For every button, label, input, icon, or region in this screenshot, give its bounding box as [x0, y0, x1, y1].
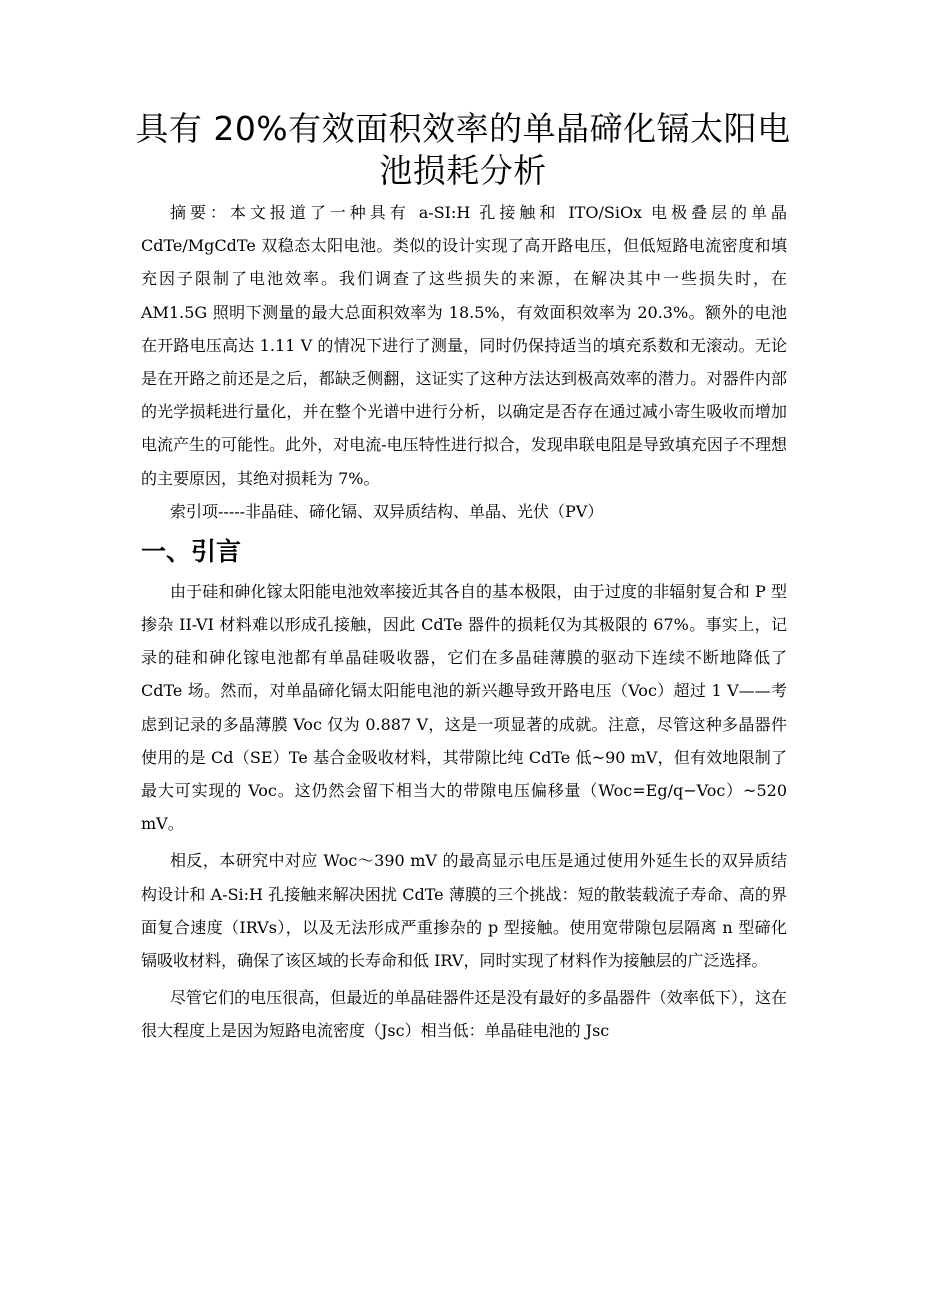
intro-paragraph-2: 相反，本研究中对应 Woc～390 mV 的最高显示电压是通过使用外延生长的双异质结构设计和 A-Si:H 孔接触来解决困扰 CdTe 薄膜的三个挑战：短的散装载流子寿命、高的界面复合速度（IRVs），以及无法形成严重掺杂的 p 型接触。使用宽带隙包层隔离 n 型碲化镉吸收材料，确保了该区域的长寿命和低 IRV，同时实现了材料作为接触层的广泛选择。 — [141, 851, 787, 971]
intro-paragraph-1: 由于硅和砷化镓太阳能电池效率接近其各自的基本极限，由于过度的非辐射复合和 P 型掺杂 II-VI 材料难以形成孔接触，因此 CdTe 器件的损耗仅为其极限的 67%。事实上，记录的硅和砷化镓电池都有单晶硅吸收器，它们在多晶硅薄膜的驱动下连续不断地降低了 CdTe 场。然而，对单晶碲化镉太阳能电池的新兴趣导致开路电压（Voc）超过 1 V——考虑到记录的多晶薄膜 Voc 仅为 0.887 V，这是一项显著的成就。注意，尽管这种多晶器件使用的是 Cd（SE）Te 基合金吸收材料，其带隙比纯 CdTe 低~90 mV，但有效地限制了最大可实现的 Voc。这仍然会留下相当大的带隙电压偏移量（Woc=Eg/q−Voc）~520 mV。 — [141, 581, 787, 834]
document-title: 具有 20%有效面积效率的单晶碲化镉太阳电池损耗分析 — [135, 109, 791, 190]
index-terms: 索引项-----非晶硅、碲化镉、双异质结构、单晶、光伏（PV） — [170, 501, 604, 521]
abstract-paragraph: 摘要：本文报道了一种具有 a-SI:H 孔接触和 ITO/SiOx 电极叠层的单晶 CdTe/MgCdTe 双稳态太阳电池。类似的设计实现了高开路电压，但低短路电流密度和填充因子限制了电池效率。我们调查了这些损失的来源，在解决其中一些损失时，在 AM1.5G 照明下测量的最大总面积效率为 18.5%，有效面积效率为 20.3%。额外的电池在开路电压高达 1.11 V 的情况下进行了测量，同时仍保持适当的填充系数和无滚动。无论是在开路之前还是之后，都缺乏侧翻，这证实了这种方法达到极高效率的潜力。对器件内部的光学损耗进行量化，并在整个光谱中进行分析，以确定是否存在通过减小寄生吸收而增加电流产生的可能性。此外，对电流-电压特性进行拟合，发现串联电阻是导致填充因子不理想的主要原因，其绝对损耗为 7%。 — [141, 203, 787, 488]
intro-paragraph-3: 尽管它们的电压很高，但最近的单晶硅器件还是没有最好的多晶器件（效率低下），这在很大程度上是因为短路电流密度（Jsc）相当低：单晶硅电池的 Jsc — [141, 988, 787, 1041]
document-body — [141, 196, 787, 1048]
section-heading-introduction: 一、引言 — [141, 536, 242, 566]
